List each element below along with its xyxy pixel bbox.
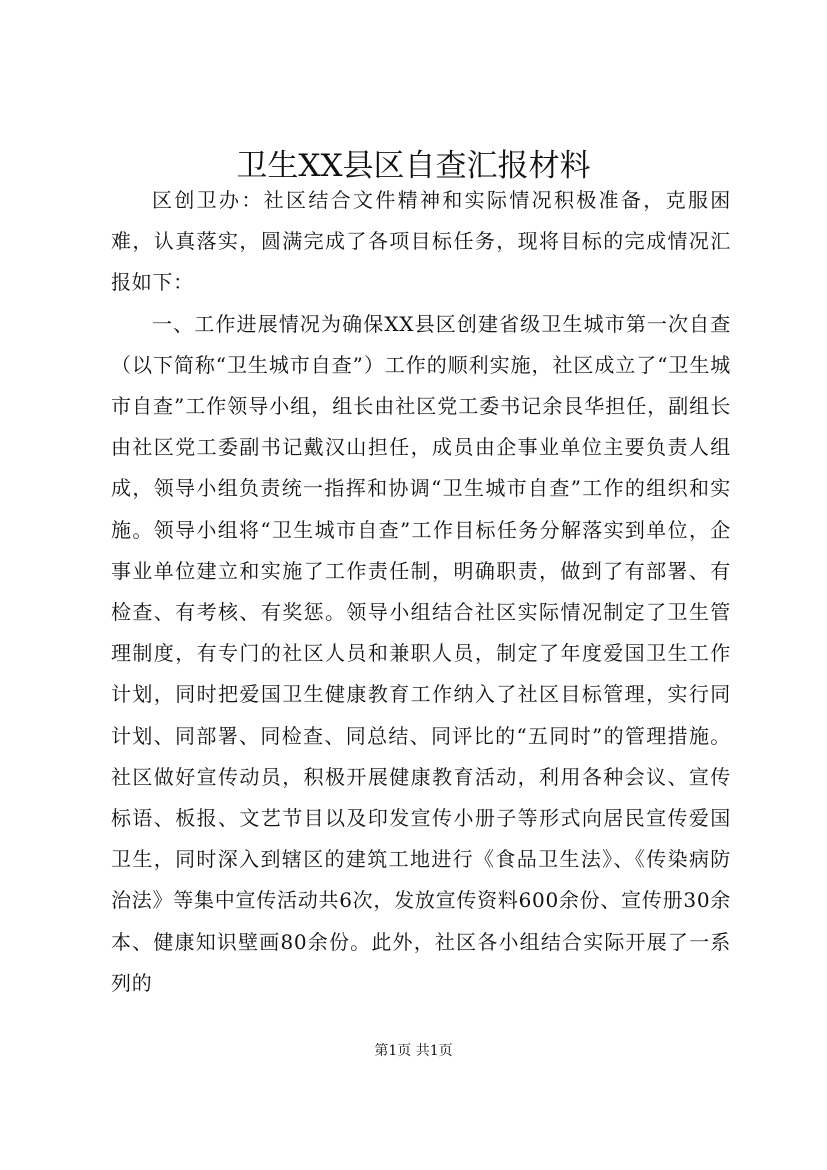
document-body [111, 180, 731, 1004]
paragraph-intro: 区创卫办：社区结合文件精神和实际情况积极准备，克服困难，认真落实，圆满完成了各项目标任务，现将目标的完成情况汇报如下： [111, 188, 731, 295]
page-footer: 第1页 共1页 [374, 1043, 453, 1059]
document-title: 卫生XX县区自查汇报材料 [236, 148, 591, 184]
paragraph-work-progress: 一、工作进展情况为确保XX县区创建省级卫生城市第一次自查（以下简称“卫生城市自查”）工作的顺利实施，社区成立了“卫生城市自查”工作领导小组，组长由社区党工委书记余艮华担任，副组长由社区党工委副书记戴汉山担任，成员由企事业单位主要负责人组成，领导小组负责统一指挥和协调“卫生城市自查”工作的组织和实施。领导小组将“卫生城市自查”工作目标任务分解落实到单位，企事业单位建立和实施了工作责任制，明确职责，做到了有部署、有检查、有考核、有奖惩。领导小组结合社区实际情况制定了卫生管理制度，有专门的社区人员和兼职人员，制定了年度爱国卫生工作计划，同时把爱国卫生健康教育工作纳入了社区目标管理，实行同计划、同部署、同检查、同总结、同评比的“五同时”的管理措施。社区做好宣传动员，积极开展健康教育活动，利用各种会议、宣传标语、板报、文艺节目以及印发宣传小册子等形式向居民宣传爱国卫生，同时深入到辖区的建筑工地进行《食品卫生法》、《传染病防治法》等集中宣传活动共6次，发放宣传资料600余份、宣传册30余本、健康知识壁画80余份。此外，社区各小组结合实际开展了一系列的 [111, 311, 731, 995]
